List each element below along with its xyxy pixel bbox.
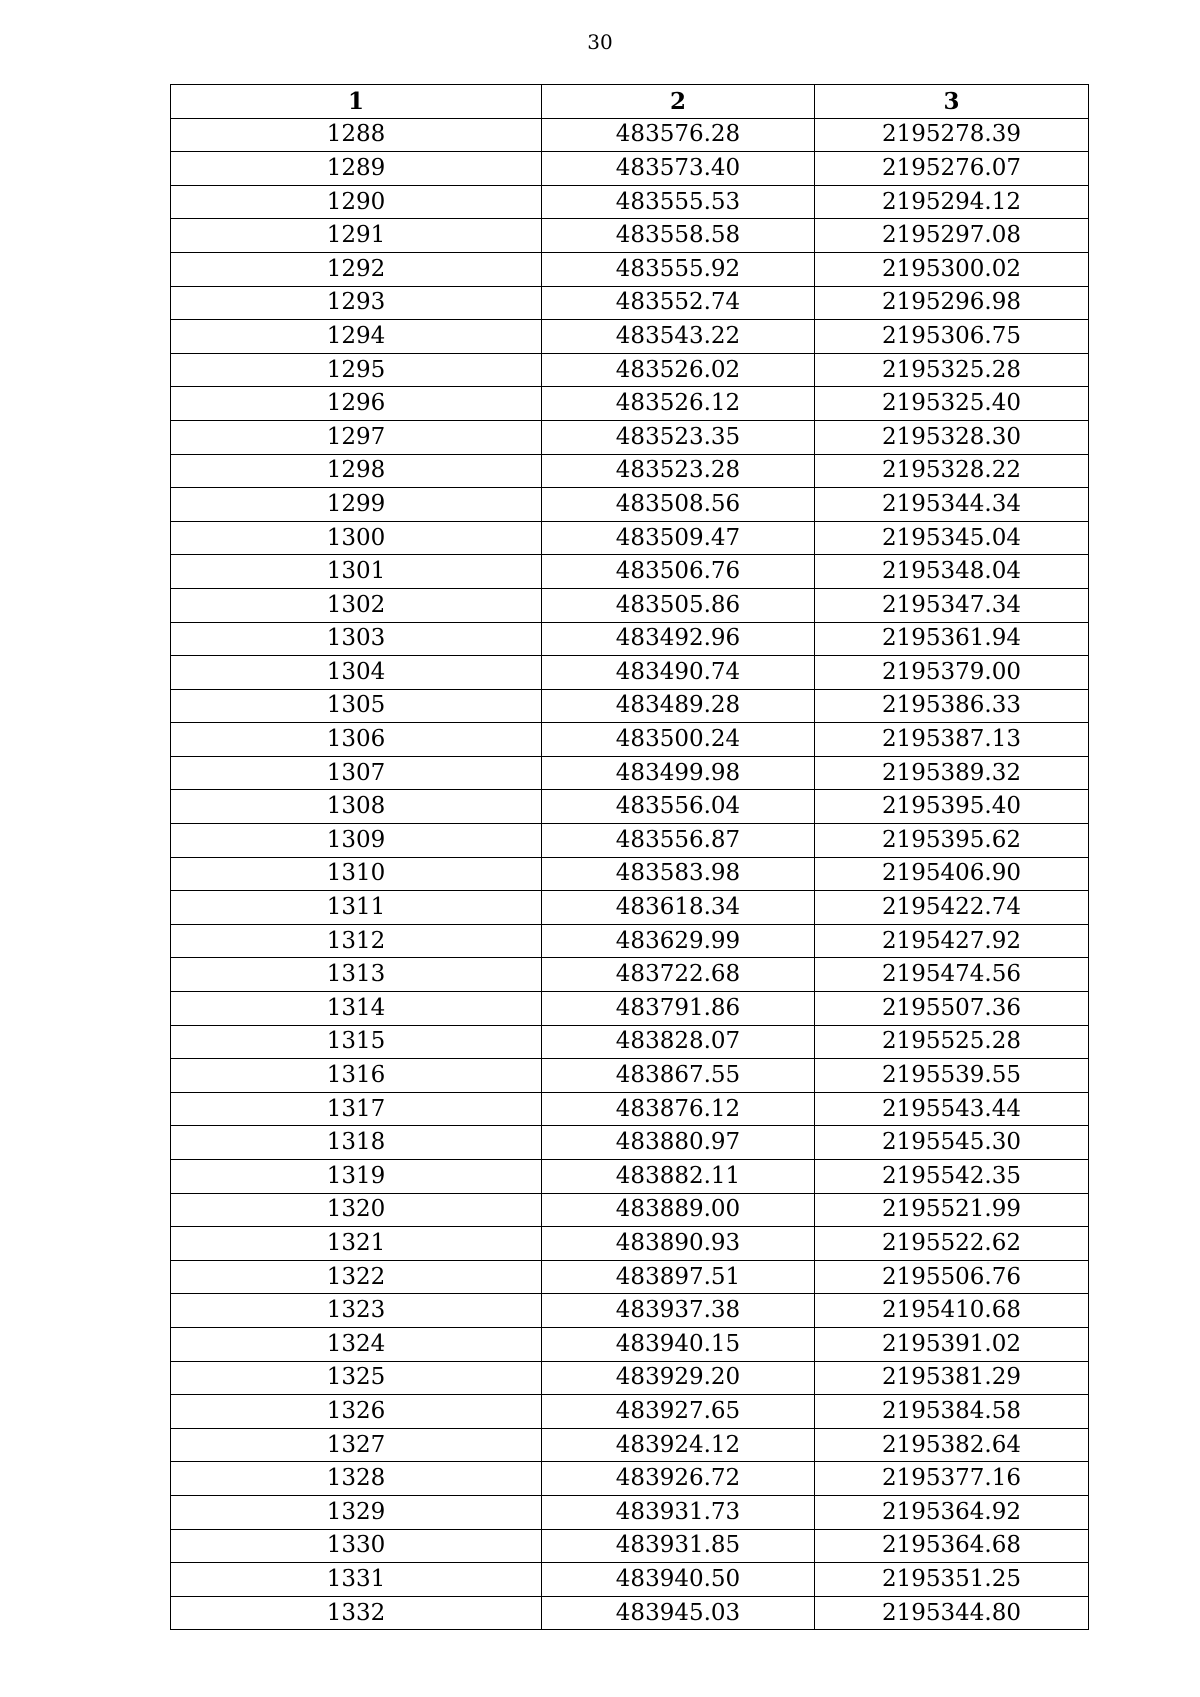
coordinate-y-cell: 2195294.12 xyxy=(815,185,1089,219)
table-row xyxy=(171,824,1089,858)
coordinate-x-cell: 483931.85 xyxy=(542,1529,815,1563)
coordinate-y-cell: 2195382.64 xyxy=(815,1428,1089,1462)
coordinate-y-cell: 2195545.30 xyxy=(815,1126,1089,1160)
table-row xyxy=(171,656,1089,690)
coordinate-x-cell: 483618.34 xyxy=(542,891,815,925)
coordinate-y-cell: 2195325.28 xyxy=(815,353,1089,387)
point-number-cell: 1329 xyxy=(171,1495,542,1529)
point-number-cell: 1290 xyxy=(171,185,542,219)
coordinate-y-cell: 2195344.34 xyxy=(815,488,1089,522)
point-number-cell: 1309 xyxy=(171,824,542,858)
point-number-cell: 1308 xyxy=(171,790,542,824)
point-number-cell: 1304 xyxy=(171,656,542,690)
coordinate-y-cell: 2195389.32 xyxy=(815,756,1089,790)
table-row xyxy=(171,1563,1089,1597)
point-number-cell: 1292 xyxy=(171,252,542,286)
coordinate-x-cell: 483929.20 xyxy=(542,1361,815,1395)
coordinate-y-cell: 2195328.30 xyxy=(815,420,1089,454)
coordinate-y-cell: 2195381.29 xyxy=(815,1361,1089,1395)
coordinate-y-cell: 2195364.92 xyxy=(815,1495,1089,1529)
point-number-cell: 1291 xyxy=(171,219,542,253)
coordinate-x-cell: 483927.65 xyxy=(542,1395,815,1429)
point-number-cell: 1317 xyxy=(171,1092,542,1126)
table-row xyxy=(171,286,1089,320)
coordinate-y-cell: 2195347.34 xyxy=(815,588,1089,622)
coordinate-y-cell: 2195344.80 xyxy=(815,1596,1089,1630)
coordinate-x-cell: 483882.11 xyxy=(542,1160,815,1194)
point-number-cell: 1322 xyxy=(171,1260,542,1294)
coordinate-x-cell: 483889.00 xyxy=(542,1193,815,1227)
point-number-cell: 1311 xyxy=(171,891,542,925)
point-number-cell: 1301 xyxy=(171,555,542,589)
coordinate-x-cell: 483876.12 xyxy=(542,1092,815,1126)
coordinate-x-cell: 483500.24 xyxy=(542,723,815,757)
point-number-cell: 1313 xyxy=(171,958,542,992)
point-number-cell: 1307 xyxy=(171,756,542,790)
point-number-cell: 1326 xyxy=(171,1395,542,1429)
point-number-cell: 1295 xyxy=(171,353,542,387)
table-row xyxy=(171,152,1089,186)
coordinate-y-cell: 2195278.39 xyxy=(815,118,1089,152)
table-row xyxy=(171,891,1089,925)
table-row xyxy=(171,1193,1089,1227)
coordinate-y-cell: 2195506.76 xyxy=(815,1260,1089,1294)
coordinate-y-cell: 2195328.22 xyxy=(815,454,1089,488)
point-number-cell: 1296 xyxy=(171,387,542,421)
coordinate-x-cell: 483937.38 xyxy=(542,1294,815,1328)
coordinate-x-cell: 483492.96 xyxy=(542,622,815,656)
table-row xyxy=(171,185,1089,219)
point-number-cell: 1324 xyxy=(171,1327,542,1361)
table-row xyxy=(171,1294,1089,1328)
table-row xyxy=(171,924,1089,958)
table-row xyxy=(171,1529,1089,1563)
coordinate-x-cell: 483552.74 xyxy=(542,286,815,320)
coordinate-y-cell: 2195391.02 xyxy=(815,1327,1089,1361)
table-row xyxy=(171,420,1089,454)
coordinate-y-cell: 2195521.99 xyxy=(815,1193,1089,1227)
table-body xyxy=(171,118,1089,1630)
coordinate-y-cell: 2195474.56 xyxy=(815,958,1089,992)
coordinate-x-cell: 483523.28 xyxy=(542,454,815,488)
table-row xyxy=(171,1227,1089,1261)
coordinate-x-cell: 483583.98 xyxy=(542,857,815,891)
table-row xyxy=(171,1361,1089,1395)
table-row xyxy=(171,723,1089,757)
point-number-cell: 1325 xyxy=(171,1361,542,1395)
coordinate-y-cell: 2195351.25 xyxy=(815,1563,1089,1597)
point-number-cell: 1315 xyxy=(171,1025,542,1059)
coordinate-y-cell: 2195386.33 xyxy=(815,689,1089,723)
coordinate-y-cell: 2195377.16 xyxy=(815,1462,1089,1496)
coordinate-x-cell: 483828.07 xyxy=(542,1025,815,1059)
coordinate-x-cell: 483867.55 xyxy=(542,1059,815,1093)
coordinate-x-cell: 483505.86 xyxy=(542,588,815,622)
coordinate-x-cell: 483722.68 xyxy=(542,958,815,992)
page-number: 30 xyxy=(587,30,613,54)
point-number-cell: 1306 xyxy=(171,723,542,757)
coordinate-x-cell: 483543.22 xyxy=(542,320,815,354)
table-row xyxy=(171,992,1089,1026)
point-number-cell: 1328 xyxy=(171,1462,542,1496)
coordinate-y-cell: 2195306.75 xyxy=(815,320,1089,354)
coordinate-x-cell: 483629.99 xyxy=(542,924,815,958)
coordinate-y-cell: 2195542.35 xyxy=(815,1160,1089,1194)
point-number-cell: 1288 xyxy=(171,118,542,152)
coordinate-y-cell: 2195276.07 xyxy=(815,152,1089,186)
coordinate-y-cell: 2195384.58 xyxy=(815,1395,1089,1429)
point-number-cell: 1314 xyxy=(171,992,542,1026)
coordinates-table xyxy=(170,84,1089,1630)
coordinate-y-cell: 2195395.40 xyxy=(815,790,1089,824)
table-row xyxy=(171,1160,1089,1194)
coordinate-y-cell: 2195507.36 xyxy=(815,992,1089,1026)
point-number-cell: 1293 xyxy=(171,286,542,320)
table-row xyxy=(171,454,1089,488)
point-number-cell: 1289 xyxy=(171,152,542,186)
coordinate-x-cell: 483880.97 xyxy=(542,1126,815,1160)
coordinate-y-cell: 2195348.04 xyxy=(815,555,1089,589)
coordinate-y-cell: 2195387.13 xyxy=(815,723,1089,757)
point-number-cell: 1305 xyxy=(171,689,542,723)
coordinate-y-cell: 2195361.94 xyxy=(815,622,1089,656)
table-row xyxy=(171,1395,1089,1429)
coordinate-x-cell: 483926.72 xyxy=(542,1462,815,1496)
column-header-3: 3 xyxy=(815,85,1089,119)
table-row xyxy=(171,1428,1089,1462)
point-number-cell: 1300 xyxy=(171,521,542,555)
coordinate-y-cell: 2195427.92 xyxy=(815,924,1089,958)
point-number-cell: 1327 xyxy=(171,1428,542,1462)
table-row xyxy=(171,118,1089,152)
coordinate-y-cell: 2195422.74 xyxy=(815,891,1089,925)
point-number-cell: 1318 xyxy=(171,1126,542,1160)
coordinate-x-cell: 483791.86 xyxy=(542,992,815,1026)
coordinate-x-cell: 483940.50 xyxy=(542,1563,815,1597)
point-number-cell: 1316 xyxy=(171,1059,542,1093)
table-row xyxy=(171,790,1089,824)
point-number-cell: 1332 xyxy=(171,1596,542,1630)
coordinate-x-cell: 483931.73 xyxy=(542,1495,815,1529)
coordinate-y-cell: 2195345.04 xyxy=(815,521,1089,555)
table-row xyxy=(171,1327,1089,1361)
table-row xyxy=(171,252,1089,286)
coordinate-x-cell: 483526.02 xyxy=(542,353,815,387)
point-number-cell: 1312 xyxy=(171,924,542,958)
coordinate-x-cell: 483945.03 xyxy=(542,1596,815,1630)
point-number-cell: 1303 xyxy=(171,622,542,656)
point-number-cell: 1294 xyxy=(171,320,542,354)
coordinate-x-cell: 483555.92 xyxy=(542,252,815,286)
coordinate-x-cell: 483573.40 xyxy=(542,152,815,186)
coordinate-y-cell: 2195543.44 xyxy=(815,1092,1089,1126)
coordinate-x-cell: 483506.76 xyxy=(542,555,815,589)
coordinate-y-cell: 2195325.40 xyxy=(815,387,1089,421)
table-row xyxy=(171,1462,1089,1496)
table-row xyxy=(171,488,1089,522)
table-row xyxy=(171,622,1089,656)
coordinate-x-cell: 483489.28 xyxy=(542,689,815,723)
coordinate-x-cell: 483526.12 xyxy=(542,387,815,421)
table-row xyxy=(171,1126,1089,1160)
table-row xyxy=(171,1596,1089,1630)
point-number-cell: 1310 xyxy=(171,857,542,891)
coordinate-x-cell: 483509.47 xyxy=(542,521,815,555)
coordinate-y-cell: 2195364.68 xyxy=(815,1529,1089,1563)
coordinate-x-cell: 483576.28 xyxy=(542,118,815,152)
point-number-cell: 1330 xyxy=(171,1529,542,1563)
coordinate-y-cell: 2195410.68 xyxy=(815,1294,1089,1328)
coordinate-y-cell: 2195395.62 xyxy=(815,824,1089,858)
table-row xyxy=(171,1092,1089,1126)
table-row xyxy=(171,756,1089,790)
coordinate-y-cell: 2195539.55 xyxy=(815,1059,1089,1093)
point-number-cell: 1320 xyxy=(171,1193,542,1227)
coordinate-x-cell: 483890.93 xyxy=(542,1227,815,1261)
coordinate-y-cell: 2195406.90 xyxy=(815,857,1089,891)
table-row xyxy=(171,521,1089,555)
coordinate-x-cell: 483508.56 xyxy=(542,488,815,522)
coordinate-y-cell: 2195296.98 xyxy=(815,286,1089,320)
table-row xyxy=(171,1025,1089,1059)
table-row xyxy=(171,219,1089,253)
coordinate-y-cell: 2195525.28 xyxy=(815,1025,1089,1059)
point-number-cell: 1302 xyxy=(171,588,542,622)
point-number-cell: 1298 xyxy=(171,454,542,488)
table-row xyxy=(171,1260,1089,1294)
coordinate-x-cell: 483558.58 xyxy=(542,219,815,253)
table-row xyxy=(171,387,1089,421)
table-header-row xyxy=(171,85,1089,119)
point-number-cell: 1297 xyxy=(171,420,542,454)
coordinate-y-cell: 2195379.00 xyxy=(815,656,1089,690)
coordinate-y-cell: 2195297.08 xyxy=(815,219,1089,253)
coordinate-x-cell: 483897.51 xyxy=(542,1260,815,1294)
table-row xyxy=(171,857,1089,891)
point-number-cell: 1321 xyxy=(171,1227,542,1261)
point-number-cell: 1323 xyxy=(171,1294,542,1328)
coordinate-x-cell: 483924.12 xyxy=(542,1428,815,1462)
coordinate-y-cell: 2195522.62 xyxy=(815,1227,1089,1261)
coordinate-x-cell: 483940.15 xyxy=(542,1327,815,1361)
coordinate-x-cell: 483555.53 xyxy=(542,185,815,219)
table-row xyxy=(171,588,1089,622)
point-number-cell: 1319 xyxy=(171,1160,542,1194)
table-row xyxy=(171,1495,1089,1529)
coordinate-x-cell: 483499.98 xyxy=(542,756,815,790)
table-row xyxy=(171,320,1089,354)
table-row xyxy=(171,1059,1089,1093)
coordinate-x-cell: 483523.35 xyxy=(542,420,815,454)
point-number-cell: 1299 xyxy=(171,488,542,522)
table-row xyxy=(171,958,1089,992)
coordinate-x-cell: 483556.87 xyxy=(542,824,815,858)
table-row xyxy=(171,555,1089,589)
table-row xyxy=(171,689,1089,723)
coordinate-y-cell: 2195300.02 xyxy=(815,252,1089,286)
table-row xyxy=(171,353,1089,387)
column-header-2: 2 xyxy=(542,85,815,119)
coordinate-x-cell: 483490.74 xyxy=(542,656,815,690)
column-header-1: 1 xyxy=(171,85,542,119)
coordinate-x-cell: 483556.04 xyxy=(542,790,815,824)
point-number-cell: 1331 xyxy=(171,1563,542,1597)
